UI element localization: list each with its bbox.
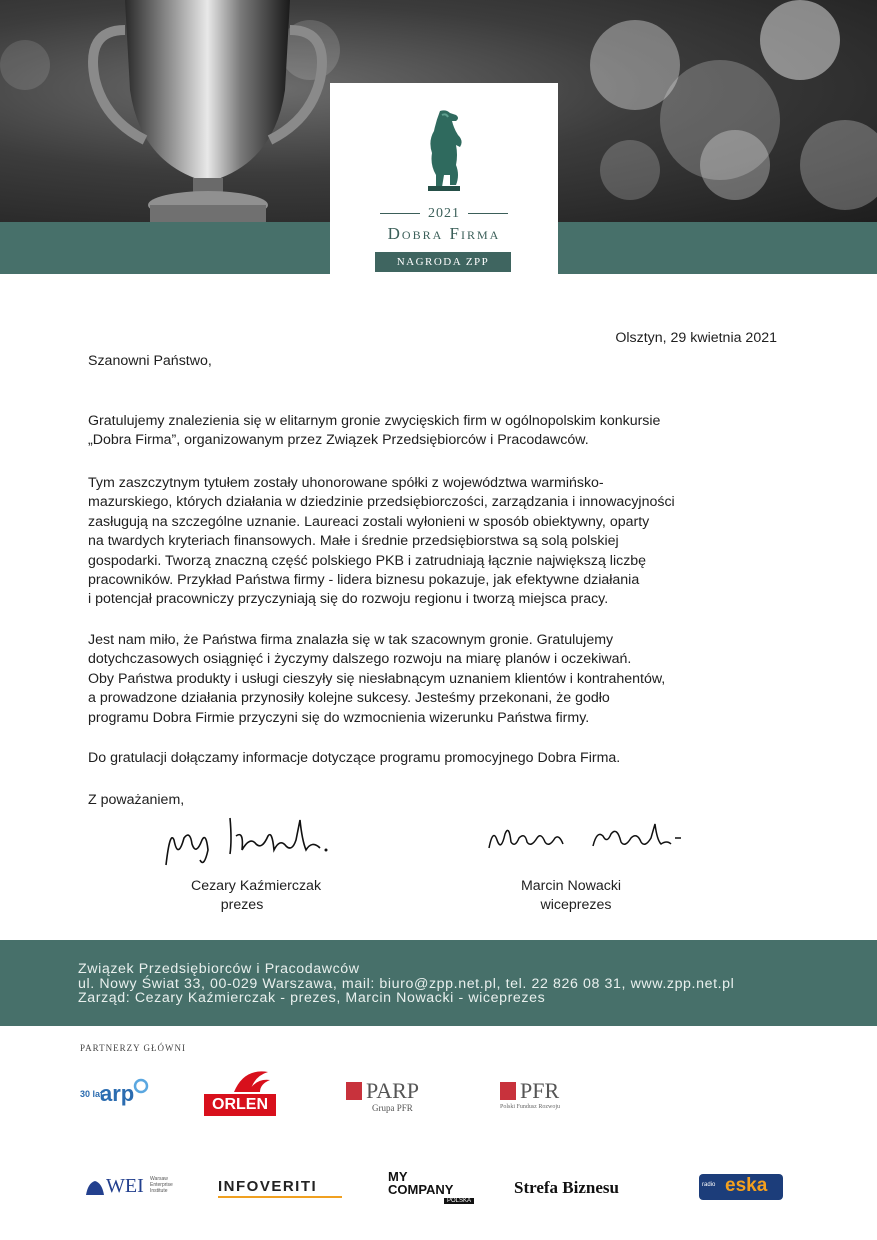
- eska-logo: radio eska: [699, 1174, 783, 1200]
- award-name: Dobra Firma: [387, 224, 501, 243]
- partners-label: PARTNERZY GŁÓWNI: [80, 1043, 187, 1053]
- letter-paragraph: Do gratulacji dołączamy informacje dotyczące programu promocyjnego Dobra Firma.: [88, 750, 621, 766]
- orlen-logo: ORLEN: [204, 1066, 276, 1118]
- strefa-biznesu-logo: Strefa Biznesu: [514, 1178, 619, 1197]
- award-tag: NAGRODA ZPP: [375, 252, 511, 272]
- signer-role: wiceprezes: [540, 897, 612, 913]
- signer-name: Cezary Kaźmierczak: [190, 878, 322, 894]
- trophy-cup-image: [75, 0, 335, 222]
- letter-paragraph: Gratulujemy znalezienia się w elitarnym gronie zwycięskich firm w ogólnopolskim konkursie „Dobra Firma”, organizowanym przez Związek Przedsiębiorców i Pracodawców.: [88, 413, 661, 449]
- letter-date: Olsztyn, 29 kwietnia 2021: [615, 330, 777, 346]
- organization-footer: [0, 940, 877, 1026]
- infoveriti-logo: INFOVERITI: [218, 1178, 342, 1200]
- letter-paragraph: Jest nam miło, że Państwa firma znalazła się w tak szacownym gronie. Gratulujemy dotychczasowych osiągnięć i życzymy dalszego rozwoju na miarę planów i oczekiwań. Oby Państwa produkty i usługi cieszyły się niesłabnącym uznaniem klientów i kontrahentów, a prowadzone działania przynosiły kolejne sukcesy. Jesteśmy przekonani, że godło programu Dobra Firmie przyczyni się do wzmocnienia wizerunku Państwa firmy.: [88, 632, 666, 726]
- award-badge: [330, 83, 558, 274]
- signer-name: Marcin Nowacki: [520, 878, 622, 894]
- arp-logo: 30 lat arp: [80, 1077, 155, 1119]
- pfr-logo: PFR Polski Fundusz Rozwoju: [500, 1078, 561, 1110]
- award-year: 2021: [330, 206, 558, 222]
- signature-vice-president: [485, 818, 685, 860]
- wei-logo: WEI Warsaw Enterprise Institute: [84, 1175, 184, 1199]
- org-board: Zarząd: Cezary Kaźmierczak - prezes, Marcin Nowacki - wiceprezes: [78, 990, 546, 1006]
- signature-president: [160, 810, 340, 870]
- mycompany-logo: MY COMPANY POLSKA: [388, 1170, 476, 1208]
- org-contact: ul. Nowy Świat 33, 00-029 Warszawa, mail: biuro@zpp.net.pl, tel. 22 826 08 31, www.zpp.net.pl: [78, 975, 735, 992]
- signature-block-vice-president: [496, 878, 646, 913]
- letter-closing: Z poważaniem,: [88, 792, 185, 808]
- letter-paragraph: Tym zaszczytnym tytułem zostały uhonorowane spółki z województwa warmińsko- mazurskiego, których działania w dziedzinie przedsiębiorczości, zarządzania i innowacyjności zasługują na szczególne uznanie. Laureaci zostali wyłonieni w sposób obiektywny, oparty na twardych kryteriach finansowych. Małe i średnie przedsiębiorstwa są solą polskiej gospodarki. Tworzą znaczną część polskiego PKB i zatrudniają łącznie największą liczbę pracowników. Przykład Państwa firmy - lidera biznesu pokazuje, jak efektywne działania i potencjał pracowniczy przyczyniają się do rozwoju regionu i tworzą miejsca pracy.: [88, 475, 675, 608]
- parp-logo: PARP Grupa PFR: [346, 1080, 438, 1120]
- letter-greeting: Szanowni Państwo,: [88, 353, 212, 369]
- bear-statue-icon: [416, 109, 472, 191]
- org-name: Związek Przedsiębiorców i Pracodawców: [78, 961, 360, 977]
- signer-role: prezes: [220, 897, 264, 913]
- signature-block-president: [168, 878, 344, 913]
